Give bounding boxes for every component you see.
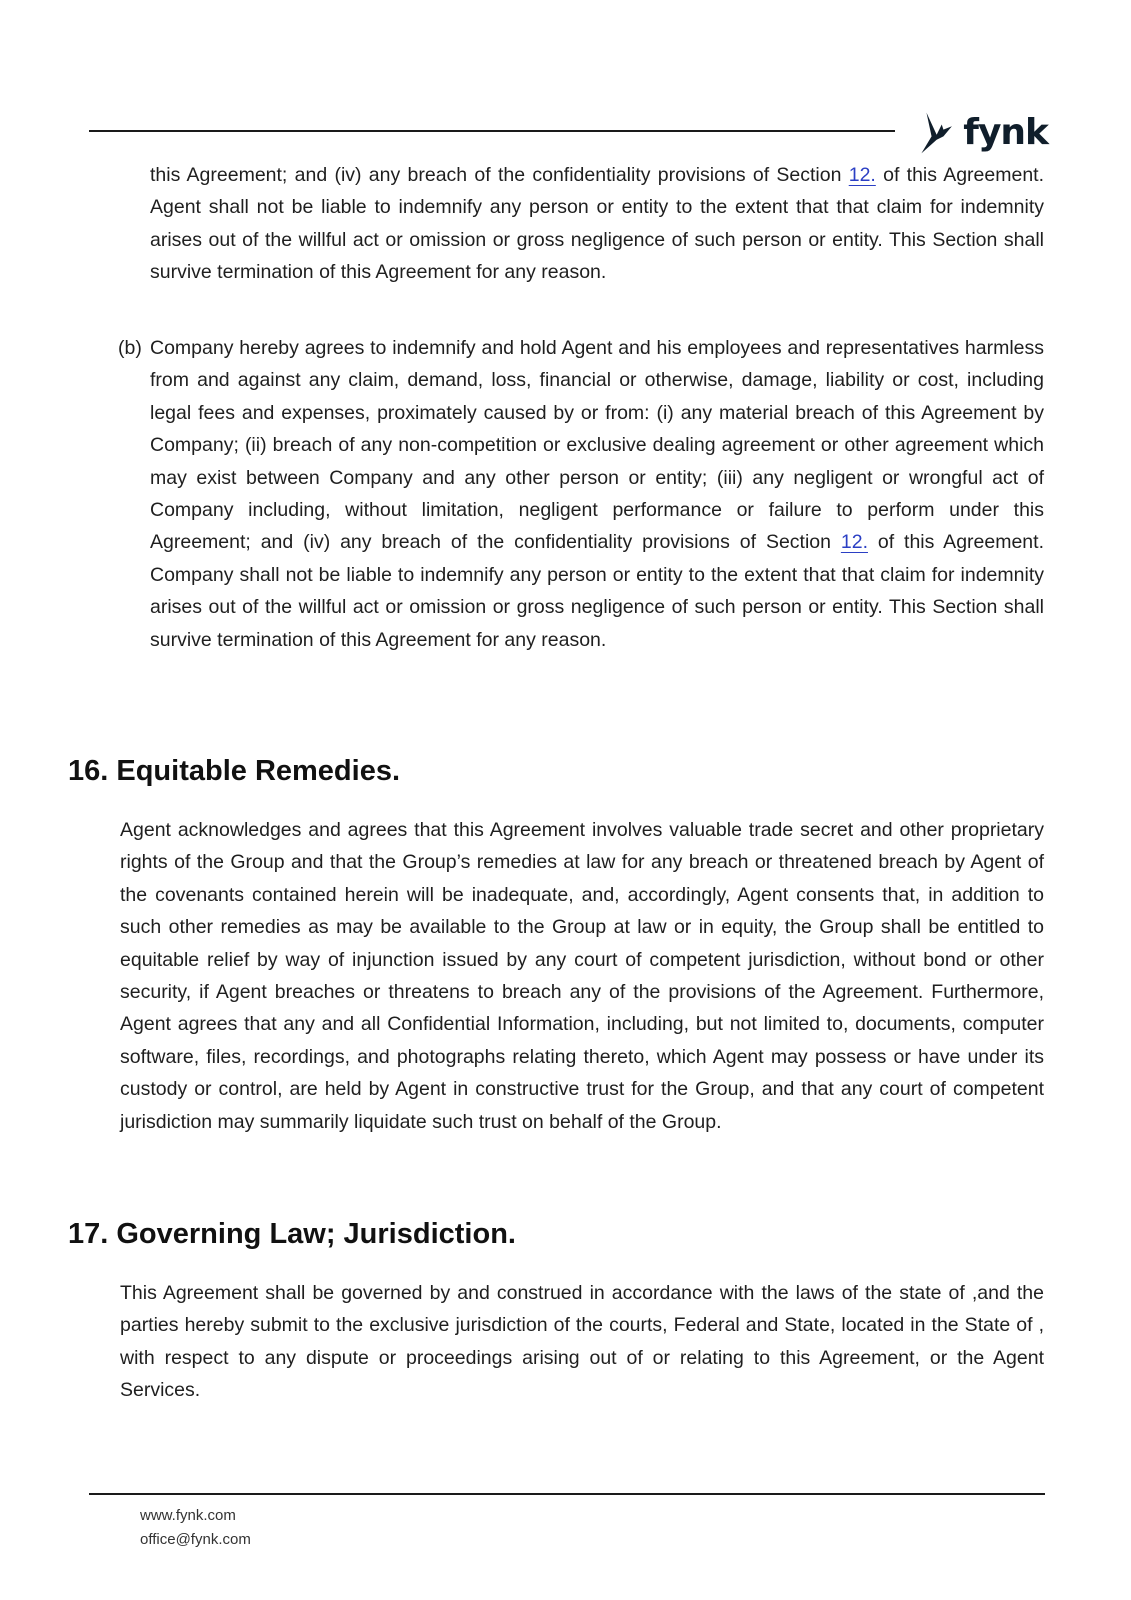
section-17-heading: 17. Governing Law; Jurisdiction. [68,1218,516,1250]
section-12-link[interactable]: 12. [840,531,868,554]
bird-logo-icon [918,107,955,159]
paragraph-a-text-1: this Agreement; and (iv) any breach of the confidentiality provisions of Section [150,164,849,186]
paragraph-b [150,332,1044,656]
paragraph-b-text-1: Company hereby agrees to indemnify and hold Agent and his employees and representatives harmless from and against any claim, demand, loss, financial or otherwise, damage, liability or cost, including legal fees and expenses, proximately caused by or from: (i) any material breach of this Agreement by Company; (ii) breach of any non-competition or exclusive dealing agreement or other agreement which may exist between Company and any other person or entity; (iii) any negligent or wrongful act of Company including, without limitation, negligent performance or failure to perform under this Agreement; and (iv) any breach of the confidentiality provisions of Section [150,337,1044,554]
footer-divider [89,1493,1045,1495]
section-16-heading: 16. Equitable Remedies. [68,755,401,787]
section-16-body: Agent acknowledges and agrees that this Agreement involves valuable trade secret and other proprietary rights of the Group and that the Group’s remedies at law for any breach or threatened breach by Agent of the covenants contained herein will be inadequate, and, accordingly, Agent consents that, in addition to such other remedies as may be available to the Group at law or in equity, the Group shall be entitled to equitable relief by way of injunction issued by any court of competent jurisdiction, without bond or other security, if Agent breaches or threatens to breach any of the provisions of the Agreement. Furthermore, Agent agrees that any and all Confidential Information, including, but not limited to, documents, computer software, files, recordings, and photographs relating thereto, which Agent may possess or have under its custody or control, are held by Agent in constructive trust for the Group, and that any court of competent jurisdiction may summarily liquidate such trust on behalf of the Group. [120,819,1044,1133]
section-12-link[interactable]: 12. [848,164,876,186]
paragraph-b-label: (b) [118,337,142,359]
section-17-body: This Agreement shall be governed by and construed in accordance with the laws of the state of ,and the parties hereby submit to the exclusive jurisdiction of the courts, Federal and State, located in the State of , with respect to any dispute or proceedings arising out of or relating to this Agreement, or the Agent Services. [120,1282,1044,1402]
footer-website[interactable]: www.fynk.com [140,1507,236,1524]
fynk-logo [918,106,1048,160]
paragraph-a-text-2: of this Agreement. Agent shall not be liable to indemnify any person or entity to the extent that that claim for indemnity arises out of the willful act or omission or gross negligence of such person or entity. This Section shall survive termination of this Agreement for any reason. [150,164,1045,284]
header-divider [89,130,895,132]
paragraph-a-continuation [150,159,1044,289]
paragraph-b-text-2: of this Agreement. Company shall not be liable to indemnify any person or entity to the extent that that claim for indemnity arises out of the willful act or omission or gross negligence of such person or entity. This Section shall survive termination of this Agreement for any reason. [150,531,1044,651]
logo-wordmark: fynk [963,112,1048,153]
footer-email[interactable]: office@fynk.com [140,1531,251,1548]
